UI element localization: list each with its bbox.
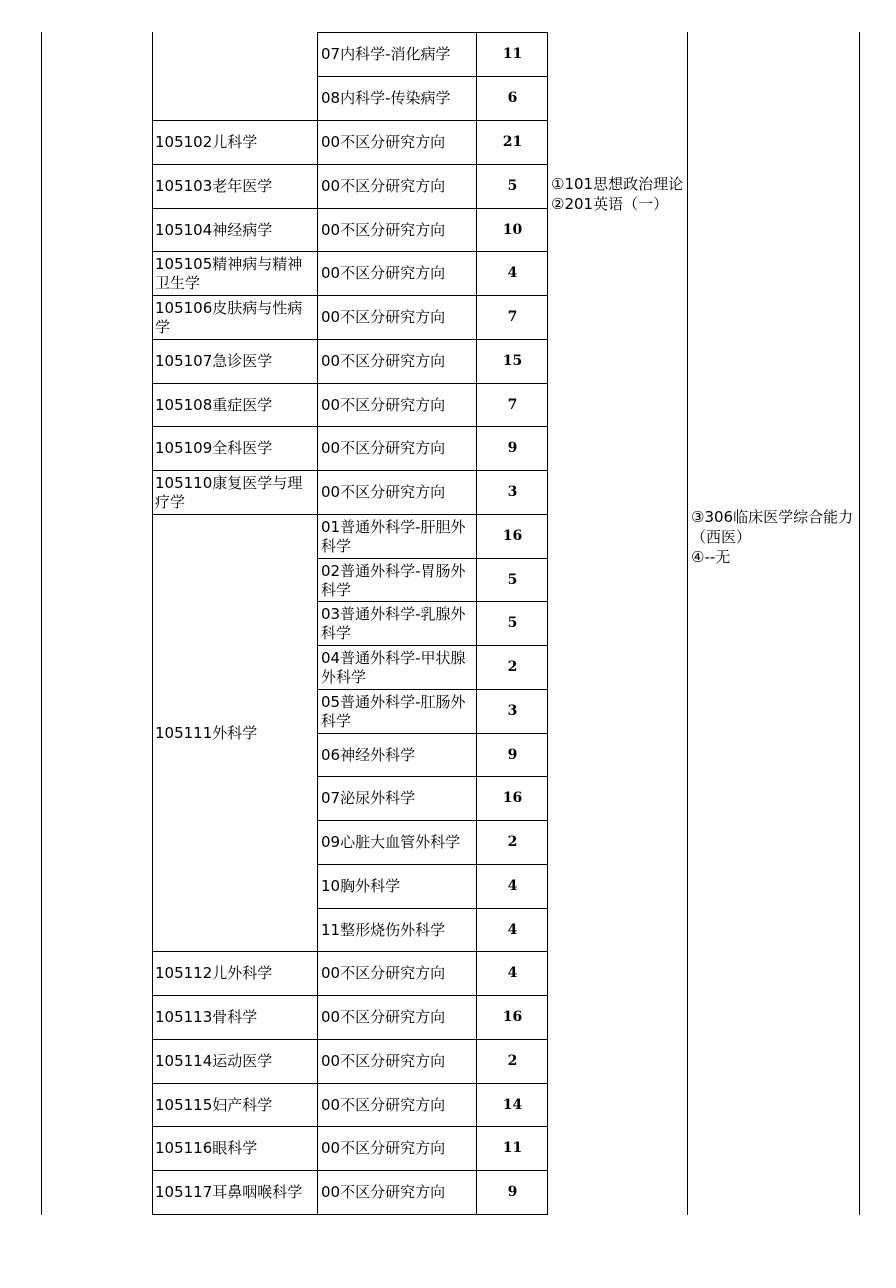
direction-cell: 00不区分研究方向 xyxy=(321,483,446,501)
count-cell: 4 xyxy=(507,965,518,981)
count-cell: 4 xyxy=(507,878,518,894)
major-cell: 105114运动医学 xyxy=(155,1052,273,1070)
count-cell: 15 xyxy=(502,353,523,369)
direction-cell: 00不区分研究方向 xyxy=(321,133,446,151)
table-col-line-2 xyxy=(317,32,318,1215)
direction-cell: 00不区分研究方向 xyxy=(321,439,446,457)
direction-cell: 01普通外科学-肝胆外科学 xyxy=(321,517,466,555)
major-cell: 105109全科医学 xyxy=(155,439,273,457)
major-cell: 105113骨科学 xyxy=(155,1008,258,1026)
count-cell: 4 xyxy=(507,922,518,938)
page-border-right xyxy=(859,32,860,1215)
major-cell: 105103老年医学 xyxy=(155,177,273,195)
direction-cell: 09心脏大血管外科学 xyxy=(321,833,461,851)
count-cell: 11 xyxy=(502,46,523,62)
direction-cell: 05普通外科学-肛肠外科学 xyxy=(321,692,466,730)
exam-subjects-politics-english xyxy=(551,174,685,214)
count-cell: 16 xyxy=(502,790,523,806)
count-cell: 16 xyxy=(502,528,523,544)
count-cell: 5 xyxy=(507,572,518,588)
direction-cell: 00不区分研究方向 xyxy=(321,964,446,982)
major-cell: 105110康复医学与理疗学 xyxy=(155,473,303,511)
count-cell: 3 xyxy=(507,484,518,500)
direction-cell: 11整形烧伤外科学 xyxy=(321,921,446,939)
direction-cell: 00不区分研究方向 xyxy=(321,308,446,326)
count-cell: 10 xyxy=(502,222,523,238)
count-cell: 2 xyxy=(507,834,518,850)
direction-cell: 10胸外科学 xyxy=(321,877,401,895)
exam-subject-4: ④--无 xyxy=(691,548,731,566)
direction-cell: 00不区分研究方向 xyxy=(321,1183,446,1201)
count-cell: 7 xyxy=(507,397,518,413)
major-cell: 105104神经病学 xyxy=(155,221,273,239)
direction-cell: 00不区分研究方向 xyxy=(321,352,446,370)
direction-cell: 07内科学-消化病学 xyxy=(321,45,451,63)
count-cell: 5 xyxy=(507,615,518,631)
direction-cell: 00不区分研究方向 xyxy=(321,1096,446,1114)
major-cell: 105102儿科学 xyxy=(155,133,258,151)
direction-cell: 04普通外科学-甲状腺外科学 xyxy=(321,648,466,686)
exam-subject-1: ①101思想政治理论 xyxy=(551,175,684,193)
direction-cell: 00不区分研究方向 xyxy=(321,1052,446,1070)
direction-cell: 02普通外科学-胃肠外科学 xyxy=(321,561,466,599)
direction-cell: 00不区分研究方向 xyxy=(321,396,446,414)
table-col-line-5 xyxy=(687,32,688,1215)
count-cell: 2 xyxy=(507,659,518,675)
major-cell: 105117耳鼻咽喉科学 xyxy=(155,1183,303,1201)
count-cell: 6 xyxy=(507,90,518,106)
row-separator xyxy=(152,1214,548,1215)
count-cell: 7 xyxy=(507,309,518,325)
major-cell: 105107急诊医学 xyxy=(155,352,273,370)
page-border-left xyxy=(41,32,42,1215)
count-cell: 9 xyxy=(507,440,518,456)
exam-subject-3: ③306临床医学综合能力（西医） xyxy=(691,508,854,546)
major-cell: 105105精神病与精神卫生学 xyxy=(155,254,303,292)
count-cell: 9 xyxy=(507,1184,518,1200)
major-cell: 105106皮肤病与性病学 xyxy=(155,298,303,336)
table-col-line-1 xyxy=(152,32,153,1215)
direction-cell: 00不区分研究方向 xyxy=(321,264,446,282)
count-cell: 3 xyxy=(507,703,518,719)
direction-cell: 06神经外科学 xyxy=(321,746,416,764)
count-cell: 21 xyxy=(502,134,523,150)
direction-cell: 07泌尿外科学 xyxy=(321,789,416,807)
count-cell: 5 xyxy=(507,178,518,194)
exam-subjects-clinical xyxy=(691,507,857,567)
table-col-line-3 xyxy=(476,32,477,1215)
count-cell: 9 xyxy=(507,747,518,763)
count-cell: 4 xyxy=(507,265,518,281)
major-cell: 105115妇产科学 xyxy=(155,1096,273,1114)
count-cell: 16 xyxy=(502,1009,523,1025)
direction-cell: 03普通外科学-乳腺外科学 xyxy=(321,604,466,642)
direction-cell: 00不区分研究方向 xyxy=(321,177,446,195)
count-cell: 11 xyxy=(502,1140,523,1156)
direction-cell: 00不区分研究方向 xyxy=(321,1008,446,1026)
count-cell: 14 xyxy=(502,1097,523,1113)
major-cell-surgery: 105111外科学 xyxy=(155,723,258,742)
major-cell: 105112儿外科学 xyxy=(155,964,273,982)
major-cell: 105108重症医学 xyxy=(155,396,273,414)
direction-cell: 00不区分研究方向 xyxy=(321,221,446,239)
major-cell: 105116眼科学 xyxy=(155,1139,258,1157)
exam-subject-2: ②201英语（一） xyxy=(551,195,669,213)
table-col-line-4 xyxy=(547,32,548,1215)
count-cell: 2 xyxy=(507,1053,518,1069)
direction-cell: 08内科学-传染病学 xyxy=(321,89,451,107)
direction-cell: 00不区分研究方向 xyxy=(321,1139,446,1157)
